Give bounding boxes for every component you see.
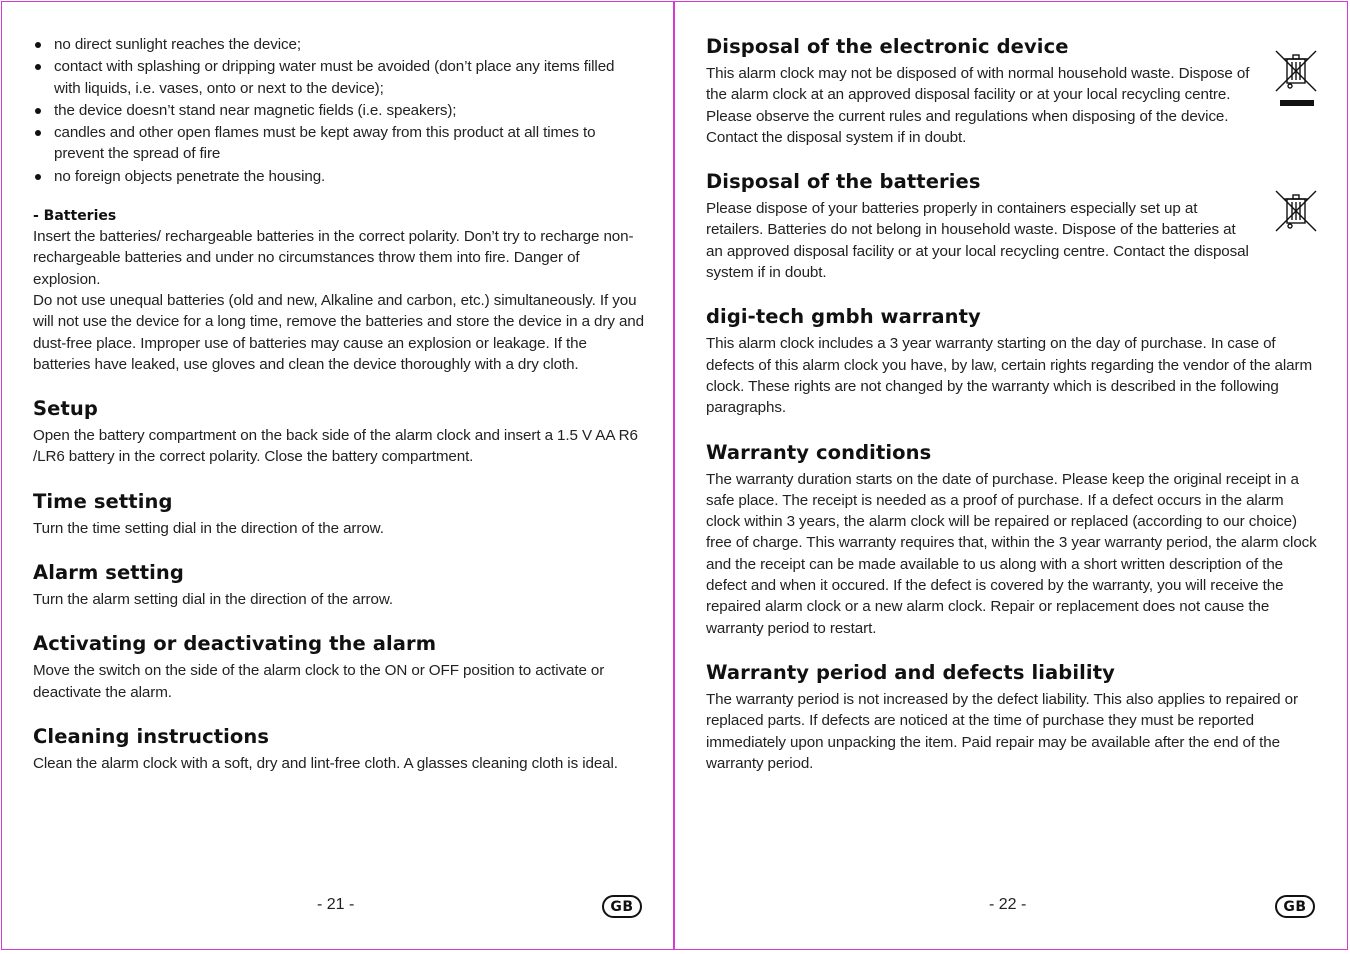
- right-page-content: [706, 34, 1320, 774]
- section-warranty: [706, 304, 1320, 418]
- section-title: Disposal of the batteries: [706, 170, 981, 194]
- left-page-content: [33, 34, 645, 774]
- section-title: Time setting: [33, 489, 173, 513]
- bullet-icon: [35, 42, 41, 48]
- section-alarm-setting: [33, 560, 645, 610]
- section-activating-alarm: [33, 631, 645, 703]
- section-text: This alarm clock may not be disposed of with normal household waste. Dispose of the alarm clock at an approved disposal facility or at your local recycling centre. Please observe the current rules and regulations when disposing of the device. Contact the disposal system if in doubt.: [706, 65, 1250, 146]
- safety-bullet-list: [33, 34, 645, 187]
- section-title: Activating or deactivating the alarm: [33, 632, 437, 656]
- bullet-text: candles and other open flames must be kept away from this product at all times to prevent the spread of fire: [54, 124, 596, 163]
- section-disposal-device: [706, 34, 1320, 148]
- list-item: [33, 122, 645, 165]
- crossed-bin-icon: [1250, 49, 1320, 121]
- section-warranty-conditions: [706, 440, 1320, 639]
- section-title: Disposal of the electronic device: [706, 35, 1069, 58]
- page-number: - 22 -: [989, 896, 1027, 913]
- bullet-icon: [35, 174, 41, 180]
- section-disposal-batteries: [706, 169, 1320, 283]
- crossed-bin-icon: [1250, 198, 1320, 246]
- right-page: [674, 1, 1348, 950]
- section-warranty-period: [706, 660, 1320, 774]
- section-time-setting: [33, 489, 645, 539]
- list-item: [33, 100, 645, 121]
- bullet-text: no foreign objects penetrate the housing.: [54, 167, 326, 185]
- section-title: digi-tech gmbh warranty: [706, 305, 981, 329]
- bullet-text: no direct sunlight reaches the device;: [54, 36, 301, 53]
- left-page: [1, 1, 674, 950]
- section-title: Alarm setting: [33, 561, 184, 585]
- section-text: Turn the alarm setting dial in the direction of the arrow.: [33, 591, 394, 609]
- section-text: Open the battery compartment on the back side of the alarm clock and insert a 1.5 V AA R6 /LR6 battery in the correct polarity. Close the battery compartment.: [33, 427, 638, 466]
- batteries-paragraph-2: Do not use unequal batteries (old and new, Alkaline and carbon, etc.) simultaneously. If you will not use the device for a long time, remove the batteries and store the device in a dry and dust-free place. Improper use of batteries may cause an explosion or leakage. If the batteries have leaked, use gloves and clean the device thoroughly with a dry cloth.: [33, 291, 645, 373]
- section-title: Cleaning instructions: [33, 724, 270, 748]
- list-item: [33, 34, 645, 55]
- section-title: Warranty period and defects liability: [706, 660, 1115, 684]
- page-number: - 21 -: [317, 896, 355, 913]
- section-text: The warranty period is not increased by the defect liability. This also applies to repaired or replaced parts. If defects are noticed at the time of purchase they must be reported immediately upon unpacking the item. Paid repair may be available after the end of the warranty period.: [706, 690, 1298, 772]
- section-title: Warranty conditions: [706, 440, 932, 464]
- list-item: [33, 166, 645, 187]
- list-item: [33, 56, 645, 99]
- bullet-icon: [35, 108, 41, 114]
- section-cleaning: [33, 724, 645, 774]
- bullet-text: contact with splashing or dripping water must be avoided (don’t place any items filled with liquids, i.e. vases, onto or next to the device);: [54, 58, 615, 97]
- section-text: This alarm clock includes a 3 year warranty starting on the day of purchase. In case of defects of this alarm clock you have, by law, certain rights regarding the vendor of the alarm clock. These rights are not changed by the warranty which is described in the following paragraphs.: [706, 335, 1313, 417]
- bullet-icon: [35, 130, 41, 136]
- batteries-subheading: - Batteries: [33, 208, 117, 225]
- section-text: Move the switch on the side of the alarm clock to the ON or OFF position to activate or deactivate the alarm.: [33, 662, 605, 701]
- section-text: Please dispose of your batteries properly in containers especially set up at retailers. Batteries do not belong in household waste. Dispose of the batteries at an approved disposal facility or at your local recycling centre. Contact the disposal system if in doubt.: [706, 200, 1249, 282]
- bullet-text: the device doesn’t stand near magnetic fields (i.e. speakers);: [54, 101, 457, 119]
- section-text: The warranty duration starts on the date of purchase. Please keep the original receipt in a safe place. The receipt is needed as a proof of purchase. If a defect occurs in the alarm clock within 3 years, the alarm clock will be repaired or replaced (according to our choice) free of charge. This warranty requires that, within the 3 year warranty period, the alarm clock and the receipt can be made available to us along with a short written description of the defect and when it occured. If the defect is covered by the warranty, you will receive the repaired alarm clock or a new alarm clock. Repair or replacement does not cause the warranty period to restart.: [706, 470, 1317, 637]
- section-title: Setup: [33, 397, 98, 421]
- bullet-icon: [35, 64, 41, 70]
- section-text: Turn the time setting dial in the direction of the arrow.: [33, 519, 384, 537]
- section-setup: [33, 396, 645, 468]
- section-text: Clean the alarm clock with a soft, dry and lint-free cloth. A glasses cleaning cloth is ideal.: [33, 754, 618, 772]
- batteries-paragraph-1: Insert the batteries/ rechargeable batteries in the correct polarity. Don’t try to recharge non-rechargeable batteries and under no circumstances throw them into fire. Danger of explosion.: [33, 228, 634, 288]
- language-badge: GB: [1275, 895, 1315, 918]
- language-badge: GB: [602, 895, 642, 918]
